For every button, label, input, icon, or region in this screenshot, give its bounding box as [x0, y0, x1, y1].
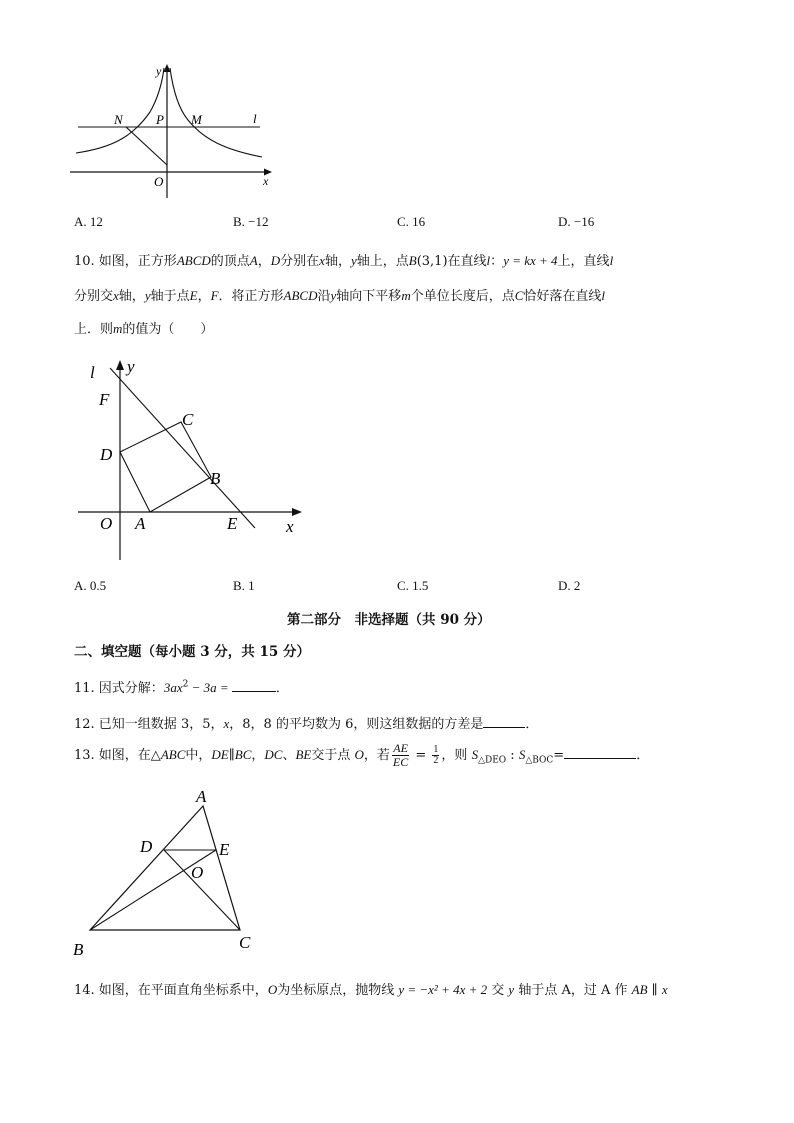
q10-line-1: 10. 如图，正方形ABCD的顶点A，D分别在x轴，y轴上，点B(3,1)在直线l：y = kx + 4上，直线l: [74, 253, 614, 269]
figure-q9-hyperbola: [70, 62, 280, 202]
part2-title: 第二部分 非选择题（共 90 分）: [287, 612, 491, 628]
fig13-label-b: B: [73, 940, 84, 959]
q10-line-2: 分别交x轴，y轴于点E，F．将正方形ABCD沿y轴向下平移m个单位长度后，点C恰好落在直线l: [74, 288, 606, 304]
fig13-label-o: O: [191, 863, 204, 882]
fig9-label-y: y: [156, 64, 162, 78]
figure-q10-square: [70, 352, 310, 564]
fig10-label-o: O: [100, 514, 113, 533]
fig9-label-o: O: [154, 174, 164, 189]
fig10-label-c: C: [182, 410, 194, 429]
fig9-label-n: N: [114, 112, 123, 127]
fig13-label-c: C: [239, 933, 251, 952]
fig13-label-a: A: [196, 787, 207, 806]
fig10-label-a: A: [135, 514, 146, 533]
q9-option-b[interactable]: B. −12: [233, 214, 269, 229]
fig9-label-x: x: [263, 174, 269, 188]
q13-fraction-half: $\frac{1}{2}$: [433, 744, 439, 766]
fig10-label-x: x: [286, 517, 294, 536]
q12-answer-blank[interactable]: [483, 715, 525, 728]
fig9-label-m: M: [191, 112, 202, 127]
q14-line: 14. 如图，在平面直角坐标系中，O为坐标原点，抛物线 y = −x² + 4x + 2 交 y 轴于点 A，过 A 作 AB ∥ x: [74, 982, 668, 998]
q13-fraction-ae-ec: $\frac{AE}{EC}$: [392, 741, 409, 769]
section2-title: 二、填空题（每小题 3 分，共 15 分）: [74, 644, 310, 660]
figure-q13-triangle: [70, 782, 270, 960]
fig10-label-y: y: [127, 357, 135, 376]
q10-option-a[interactable]: A. 0.5: [74, 578, 107, 593]
fig10-label-b: B: [210, 469, 221, 488]
q9-option-d[interactable]: D. −16: [558, 214, 595, 229]
q10-option-b[interactable]: B. 1: [233, 578, 255, 593]
q10-option-d[interactable]: D. 2: [558, 578, 581, 593]
q9-option-c[interactable]: C. 16: [397, 214, 426, 229]
q10-option-c[interactable]: C. 1.5: [397, 578, 429, 593]
fig9-label-p: P: [156, 112, 164, 127]
fig10-label-f: F: [99, 390, 110, 409]
q12-line: 12. 已知一组数据 3，5，x，8，8 的平均数为 6，则这组数据的方差是 ．: [74, 716, 539, 732]
fig10-label-e: E: [227, 514, 238, 533]
fig10-label-d: D: [100, 445, 113, 464]
q13-line: 13. 如图，在△ABC中，DE∥BC，DC、BE交于点 O，若 $\frac{AE}{EC}$ = $\frac{1}{2}$ ，则 $S_{\triangle DEO}$ : $S_{\triangle BOC}=$ ．: [74, 741, 650, 769]
q11-answer-blank[interactable]: [232, 679, 276, 692]
fig13-label-d: D: [140, 837, 153, 856]
q9-option-a[interactable]: A. 12: [74, 214, 103, 229]
q11-line: 11. 因式分解：$3ax^2 - 3a$ = ．: [74, 679, 289, 696]
fig13-label-e: E: [219, 840, 230, 859]
q10-line-3: 上．则m的值为（ ）: [74, 321, 214, 337]
fig10-label-l: l: [90, 363, 95, 382]
q13-answer-blank[interactable]: [564, 746, 636, 759]
fig9-label-l: l: [253, 111, 257, 126]
